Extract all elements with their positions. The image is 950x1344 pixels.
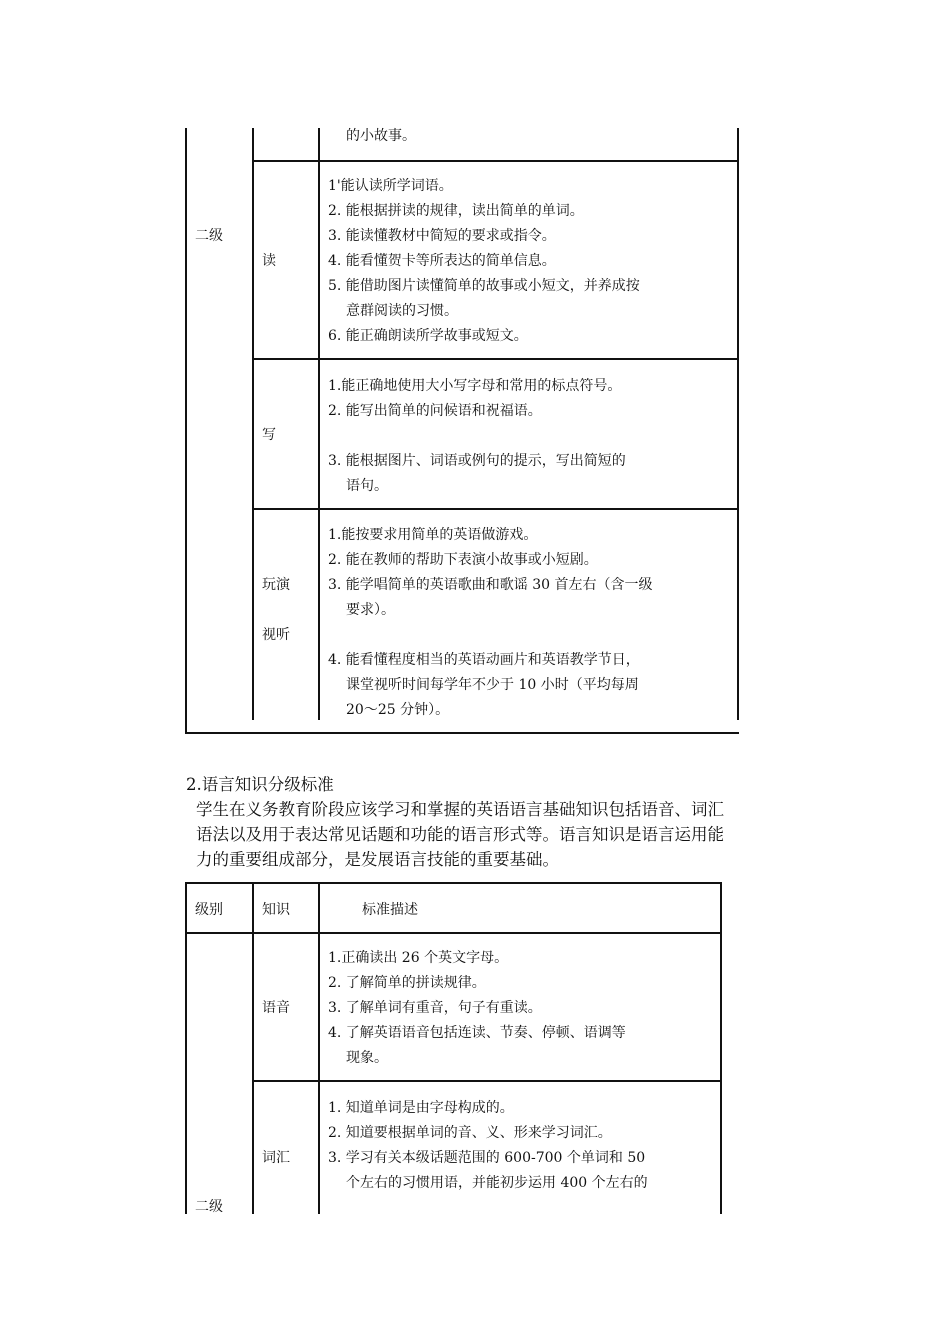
- phonetics-item: 4. 了解英语语音包括连读、节奏、停顿、语调等: [328, 1025, 626, 1041]
- header-level: 级别: [195, 902, 223, 918]
- section-paragraph-line: 语法以及用于表达常见话题和功能的语言形式等。语言知识是语言运用能: [196, 825, 724, 844]
- phonetics-item: 3. 了解单词有重音，句子有重读。: [328, 1000, 542, 1016]
- section-paragraph-line: 力的重要组成部分，是发展语言技能的重要基础。: [196, 850, 559, 869]
- vocab-item: 1. 知道单词是由字母构成的。: [328, 1100, 514, 1116]
- vocab-item: 个左右的习惯用语，并能初步运用 400 个左右的: [346, 1175, 648, 1191]
- header-knowledge: 知识: [262, 902, 290, 918]
- skill-label-play: 玩演: [262, 577, 290, 593]
- knowledge-label-vocab: 词汇: [262, 1150, 290, 1166]
- read-item: 1'能认读所学词语。: [328, 178, 453, 194]
- write-item: 语句。: [346, 478, 388, 494]
- read-item: 3. 能读懂教材中简短的要求或指令。: [328, 228, 556, 244]
- play-item: 20～25 分钟）。: [346, 702, 450, 718]
- table-top-border: [185, 882, 722, 884]
- section-paragraph-line: 学生在义务教育阶段应该学习和掌握的英语语言基础知识包括语音、词汇: [196, 800, 724, 819]
- row-divider: [252, 508, 739, 510]
- header-divider: [185, 932, 722, 934]
- play-item: 4. 能看懂程度相当的英语动画片和英语教学节日，: [328, 652, 640, 668]
- table-bottom-border: [185, 732, 739, 734]
- level-label: 二级: [195, 1199, 223, 1215]
- level-label: 二级: [195, 228, 223, 244]
- write-item: 2. 能写出简单的问候语和祝福语。: [328, 403, 542, 419]
- knowledge-label-phonetics: 语音: [262, 1000, 290, 1016]
- table-border: [318, 882, 320, 1214]
- row-divider: [252, 160, 739, 162]
- table-border: [252, 882, 254, 1214]
- table-border: [720, 882, 722, 1214]
- read-item: 2. 能根据拼读的规律，读出简单的单词。: [328, 203, 584, 219]
- phonetics-item: 1.正确读出 26 个英文字母。: [328, 950, 509, 966]
- play-item: 3. 能学唱简单的英语歌曲和歌谣 30 首左右（含一级: [328, 577, 653, 593]
- skill-label-listen: 视听: [262, 627, 290, 643]
- table-border: [185, 128, 187, 734]
- table-border: [318, 128, 320, 720]
- play-item: 2. 能在教师的帮助下表演小故事或小短剧。: [328, 552, 598, 568]
- write-item: 3. 能根据图片、词语或例句的提示，写出简短的: [328, 453, 626, 469]
- read-item: 意群阅读的习惯。: [346, 303, 458, 319]
- header-description: 标准描述: [362, 902, 418, 918]
- write-item: 1.能正确地使用大小写字母和常用的标点符号。: [328, 378, 622, 394]
- read-item: 6. 能正确朗读所学故事或短文。: [328, 328, 528, 344]
- table-border: [252, 128, 254, 720]
- continuation-text: 的小故事。: [346, 128, 416, 144]
- vocab-item: 3. 学习有关本级话题范围的 600-700 个单词和 50: [328, 1150, 646, 1166]
- table-border: [737, 128, 739, 720]
- phonetics-item: 现象。: [346, 1050, 388, 1066]
- row-divider: [252, 358, 739, 360]
- play-item: 1.能按要求用简单的英语做游戏。: [328, 527, 538, 543]
- play-item: 课堂视听时间每学年不少于 10 小时（平均每周: [346, 677, 639, 693]
- table-border: [185, 882, 187, 1214]
- read-item: 4. 能看懂贺卡等所表达的简单信息。: [328, 253, 556, 269]
- skill-label-read: 读: [262, 253, 276, 269]
- play-item: 要求）。: [346, 602, 395, 618]
- read-item: 5. 能借助图片读懂简单的故事或小短文，并养成按: [328, 278, 640, 294]
- vocab-item: 2. 知道要根据单词的音、义、形来学习词汇。: [328, 1125, 612, 1141]
- section-heading: 2.语言知识分级标准: [186, 775, 334, 794]
- skill-label-write: 写: [262, 427, 276, 443]
- row-divider: [252, 1080, 722, 1082]
- phonetics-item: 2. 了解简单的拼读规律。: [328, 975, 486, 991]
